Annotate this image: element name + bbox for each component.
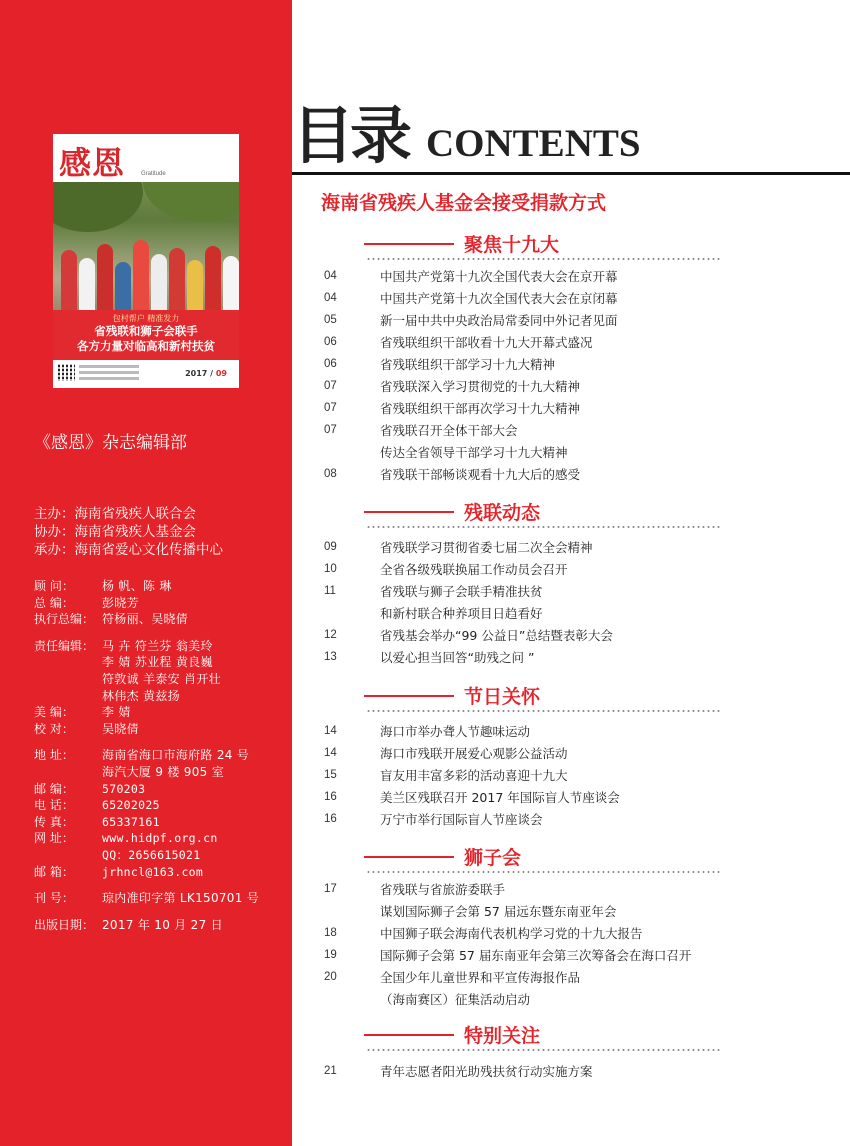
cover-issue: 2017 / 09: [185, 369, 227, 378]
toc-entry[interactable]: [324, 900, 744, 922]
toc-entry[interactable]: [324, 287, 744, 309]
toc-entry-title: 和新村联合种养项目日趋看好: [380, 606, 543, 621]
proof-value: 吴晓倩: [102, 721, 139, 736]
cover-footer: [53, 360, 239, 388]
toc-page-number: 15: [324, 769, 337, 781]
chief-value: 彭晓芳: [102, 595, 139, 610]
toc-entry[interactable]: [324, 1060, 744, 1082]
editors-line-1: 马 卉 符兰芬 翁美玲: [102, 638, 213, 653]
toc-entry-title: 国际狮子会第 57 届东南亚年会第三次筹备会在海口召开: [380, 948, 692, 963]
toc-page-number: 17: [324, 883, 337, 895]
toc-page-number: 11: [324, 585, 336, 597]
toc-entry[interactable]: [324, 742, 744, 764]
email-link[interactable]: jrhncl@163.com: [102, 864, 204, 879]
chief-label: 总 编：: [34, 595, 74, 610]
section-header-3: [364, 682, 540, 709]
sponsor-host: 主办：海南省残疾人联合会: [34, 506, 196, 522]
toc-entry[interactable]: [324, 786, 744, 808]
toc-entry-title: 省残联与狮子会联手精准扶贫: [380, 584, 543, 599]
toc-list-2: [324, 536, 744, 668]
toc-entry[interactable]: [324, 536, 744, 558]
cover-subtitle: Gratitude: [141, 171, 166, 177]
toc-entry[interactable]: [324, 463, 744, 485]
toc-entry-title: 以爱心担当回答“助残之问 ”: [380, 650, 535, 665]
header-divider: [292, 172, 850, 175]
staff-list: [34, 578, 259, 933]
toc-entry-title: 中国狮子联会海南代表机构学习党的十九大报告: [380, 926, 643, 941]
editorial-department: 《感恩》杂志编辑部: [34, 433, 187, 453]
toc-entry-title: 中国共产党第十九次全国代表大会在京开幕: [380, 269, 618, 284]
toc-page-number: 04: [324, 292, 337, 304]
toc-page-number: 08: [324, 468, 337, 480]
qr-code-icon: [58, 364, 75, 381]
toc-list-5: [324, 1060, 744, 1082]
editors-line-3: 符敦诚 羊泰安 肖开壮: [102, 671, 221, 686]
toc-entry[interactable]: [324, 966, 744, 988]
toc-page-number: 10: [324, 563, 337, 575]
address-line-1: 海南省海口市海府路 24 号: [102, 748, 250, 763]
toc-entry[interactable]: [324, 580, 744, 602]
cover-headline-1: 省残联和狮子会联手: [94, 324, 198, 338]
toc-page-number: 05: [324, 314, 337, 326]
toc-entry-title: 海口市举办聋人节趣味运动: [380, 724, 531, 739]
donation-link[interactable]: 海南省残疾人基金会接受捐款方式: [321, 192, 607, 214]
toc-entry-title: 省残联召开全体干部大会: [380, 423, 518, 438]
toc-entry-title: 省残基会举办“99 公益日”总结暨表彰大会: [380, 628, 613, 643]
postcode-value: 570203: [102, 781, 146, 796]
phone-value: 65202025: [102, 798, 160, 813]
contents-heading: CONTENTS: [426, 122, 641, 165]
section-line: [364, 1034, 454, 1036]
art-label: 美 编：: [34, 705, 74, 720]
toc-entry-title: 中国共产党第十九次全国代表大会在京闭幕: [380, 291, 618, 306]
art-value: 李 婧: [102, 705, 131, 720]
date-label: 出版日期：: [34, 917, 95, 932]
section-header-4: [364, 843, 521, 870]
permit-value: 琼内准印字第 LK150701 号: [102, 891, 260, 906]
editors-line-2: 李 婧 苏业程 黄良巍: [102, 655, 213, 670]
toc-entry[interactable]: [324, 419, 744, 441]
cover-photo: [53, 182, 239, 310]
toc-entry-title: 省残联组织干部收看十九大开幕式盛况: [380, 335, 593, 350]
toc-page-number: 07: [324, 380, 337, 392]
toc-page-number: 16: [324, 791, 337, 803]
sponsors-list: [34, 505, 223, 559]
toc-entry[interactable]: [324, 878, 744, 900]
toc-entry-title: 省残联深入学习贯彻党的十九大精神: [380, 379, 581, 394]
exec-value: 符杨丽、吴晓倩: [102, 612, 189, 627]
toc-entry-title: 全国少年儿童世界和平宣传海报作品: [380, 970, 581, 985]
masthead-panel: [0, 0, 292, 1146]
sponsor-organizer: 承办：海南省爱心文化传播中心: [34, 542, 223, 558]
toc-entry[interactable]: [324, 375, 744, 397]
section-line: [364, 511, 454, 513]
section-title-3: 节日关怀: [464, 686, 541, 708]
toc-page-number: 16: [324, 813, 337, 825]
address-line-2: 海汽大厦 9 楼 905 室: [102, 764, 224, 779]
toc-entry[interactable]: [324, 397, 744, 419]
fax-value: 65337161: [102, 814, 160, 829]
fax-label: 传 真：: [34, 814, 74, 829]
toc-entry-title: 省残联学习贯彻省委七届二次全会精神: [380, 540, 593, 555]
permit-label: 刊 号：: [34, 891, 74, 906]
section-line: [364, 243, 454, 245]
cover-publisher-lines: [79, 365, 139, 383]
toc-entry-title: （海南赛区）征集活动启动: [380, 992, 531, 1007]
toc-entry[interactable]: [324, 558, 744, 580]
toc-page-number: 06: [324, 358, 337, 370]
dotted-divider: [366, 526, 722, 528]
phone-label: 电 话：: [34, 798, 74, 813]
toc-entry[interactable]: [324, 353, 744, 375]
cover-headline-2: 各方力量对临高和新村扶贫: [77, 339, 215, 353]
toc-page-number: 18: [324, 927, 337, 939]
toc-page-number: 13: [324, 651, 337, 663]
toc-page-number: 07: [324, 402, 337, 414]
advisor-label: 顾 问：: [34, 579, 74, 593]
toc-entry[interactable]: [324, 265, 744, 287]
toc-entry[interactable]: [324, 988, 744, 1010]
editors-label: 责任编辑：: [34, 638, 95, 653]
toc-entry-title: 省残联干部畅谈观看十九大后的感受: [380, 467, 581, 482]
proof-label: 校 对：: [34, 721, 74, 736]
toc-entry[interactable]: [324, 944, 744, 966]
section-line: [364, 856, 454, 858]
toc-entry-title: 省残联组织干部学习十九大精神: [380, 357, 556, 372]
toc-entry[interactable]: [324, 646, 744, 668]
section-header-1: [364, 230, 559, 257]
toc-list-3: [324, 720, 744, 830]
magazine-cover-thumbnail[interactable]: [53, 134, 239, 388]
dotted-divider: [366, 1049, 722, 1051]
toc-entry-title: 青年志愿者阳光助残扶贫行动实施方案: [380, 1064, 593, 1079]
toc-entry[interactable]: [324, 624, 744, 646]
section-title-1: 聚焦十九大: [464, 234, 560, 256]
toc-entry-title: 省残联组织干部再次学习十九大精神: [380, 401, 581, 416]
exec-label: 执行总编：: [34, 612, 95, 627]
editors-line-4: 林伟杰 黄兹扬: [102, 688, 180, 703]
toc-entry[interactable]: [324, 764, 744, 786]
toc-entry[interactable]: [324, 309, 744, 331]
email-label: 邮 箱：: [34, 864, 74, 879]
toc-entry-title: 海口市残联开展爱心观影公益活动: [380, 746, 568, 761]
toc-entry-title: 美兰区残联召开 2017 年国际盲人节座谈会: [380, 790, 620, 805]
toc-page-number: 09: [324, 541, 337, 553]
toc-entry[interactable]: [324, 331, 744, 353]
toc-entry-title: 万宁市举行国际盲人节座谈会: [380, 812, 543, 827]
section-header-5: [364, 1021, 540, 1048]
qq-value: QQ：2656615021: [102, 847, 201, 862]
toc-entry[interactable]: [324, 808, 744, 830]
toc-entry-title: 谋划国际狮子会第 57 届远东暨东南亚年会: [380, 904, 617, 919]
toc-entry-title: 盲友用丰富多彩的活动喜迎十九大: [380, 768, 568, 783]
section-title-5: 特别关注: [464, 1025, 541, 1047]
toc-page-number: 07: [324, 424, 337, 436]
web-label: 网 址：: [34, 831, 74, 846]
website-link[interactable]: www.hidpf.org.cn: [102, 831, 218, 846]
section-title-4: 狮子会: [464, 847, 522, 869]
cover-slogan: 包村帮户 精准发力: [112, 314, 180, 323]
publish-date: 2017 年 10 月 27 日: [102, 917, 223, 932]
toc-entry[interactable]: [324, 602, 744, 624]
toc-entry[interactable]: [324, 922, 744, 944]
section-title-2: 残联动态: [464, 502, 541, 524]
toc-page-number: 21: [324, 1065, 337, 1077]
advisor-value: 杨 帆、陈 琳: [102, 579, 172, 593]
page-title: 目录: [292, 99, 409, 172]
toc-list-1: [324, 265, 744, 485]
postcode-label: 邮 编：: [34, 781, 74, 796]
dotted-divider: [366, 871, 722, 873]
toc-page-number: 19: [324, 949, 337, 961]
toc-entry[interactable]: [324, 720, 744, 742]
toc-entry-title: 传达全省领导干部学习十九大精神: [380, 445, 568, 460]
toc-page-number: 20: [324, 971, 337, 983]
address-label: 地 址：: [34, 748, 74, 763]
dotted-divider: [366, 258, 722, 260]
sponsor-cohost: 协办：海南省残疾人基金会: [34, 524, 196, 540]
dotted-divider: [366, 710, 722, 712]
cover-title: 感恩: [59, 144, 126, 182]
toc-list-4: [324, 878, 744, 1010]
cover-headline-band: [53, 310, 239, 360]
section-header-2: [364, 498, 540, 525]
toc-page-number: 14: [324, 725, 337, 737]
toc-page-number: 04: [324, 270, 337, 282]
toc-entry-title: 省残联与省旅游委联手: [380, 882, 506, 897]
toc-entry-title: 新一届中共中央政治局常委同中外记者见面: [380, 313, 618, 328]
toc-page-number: 06: [324, 336, 337, 348]
toc-entry[interactable]: [324, 441, 744, 463]
toc-page-number: 14: [324, 747, 337, 759]
section-line: [364, 695, 454, 697]
toc-page-number: 12: [324, 629, 337, 641]
toc-entry-title: 全省各级残联换届工作动员会召开: [380, 562, 568, 577]
